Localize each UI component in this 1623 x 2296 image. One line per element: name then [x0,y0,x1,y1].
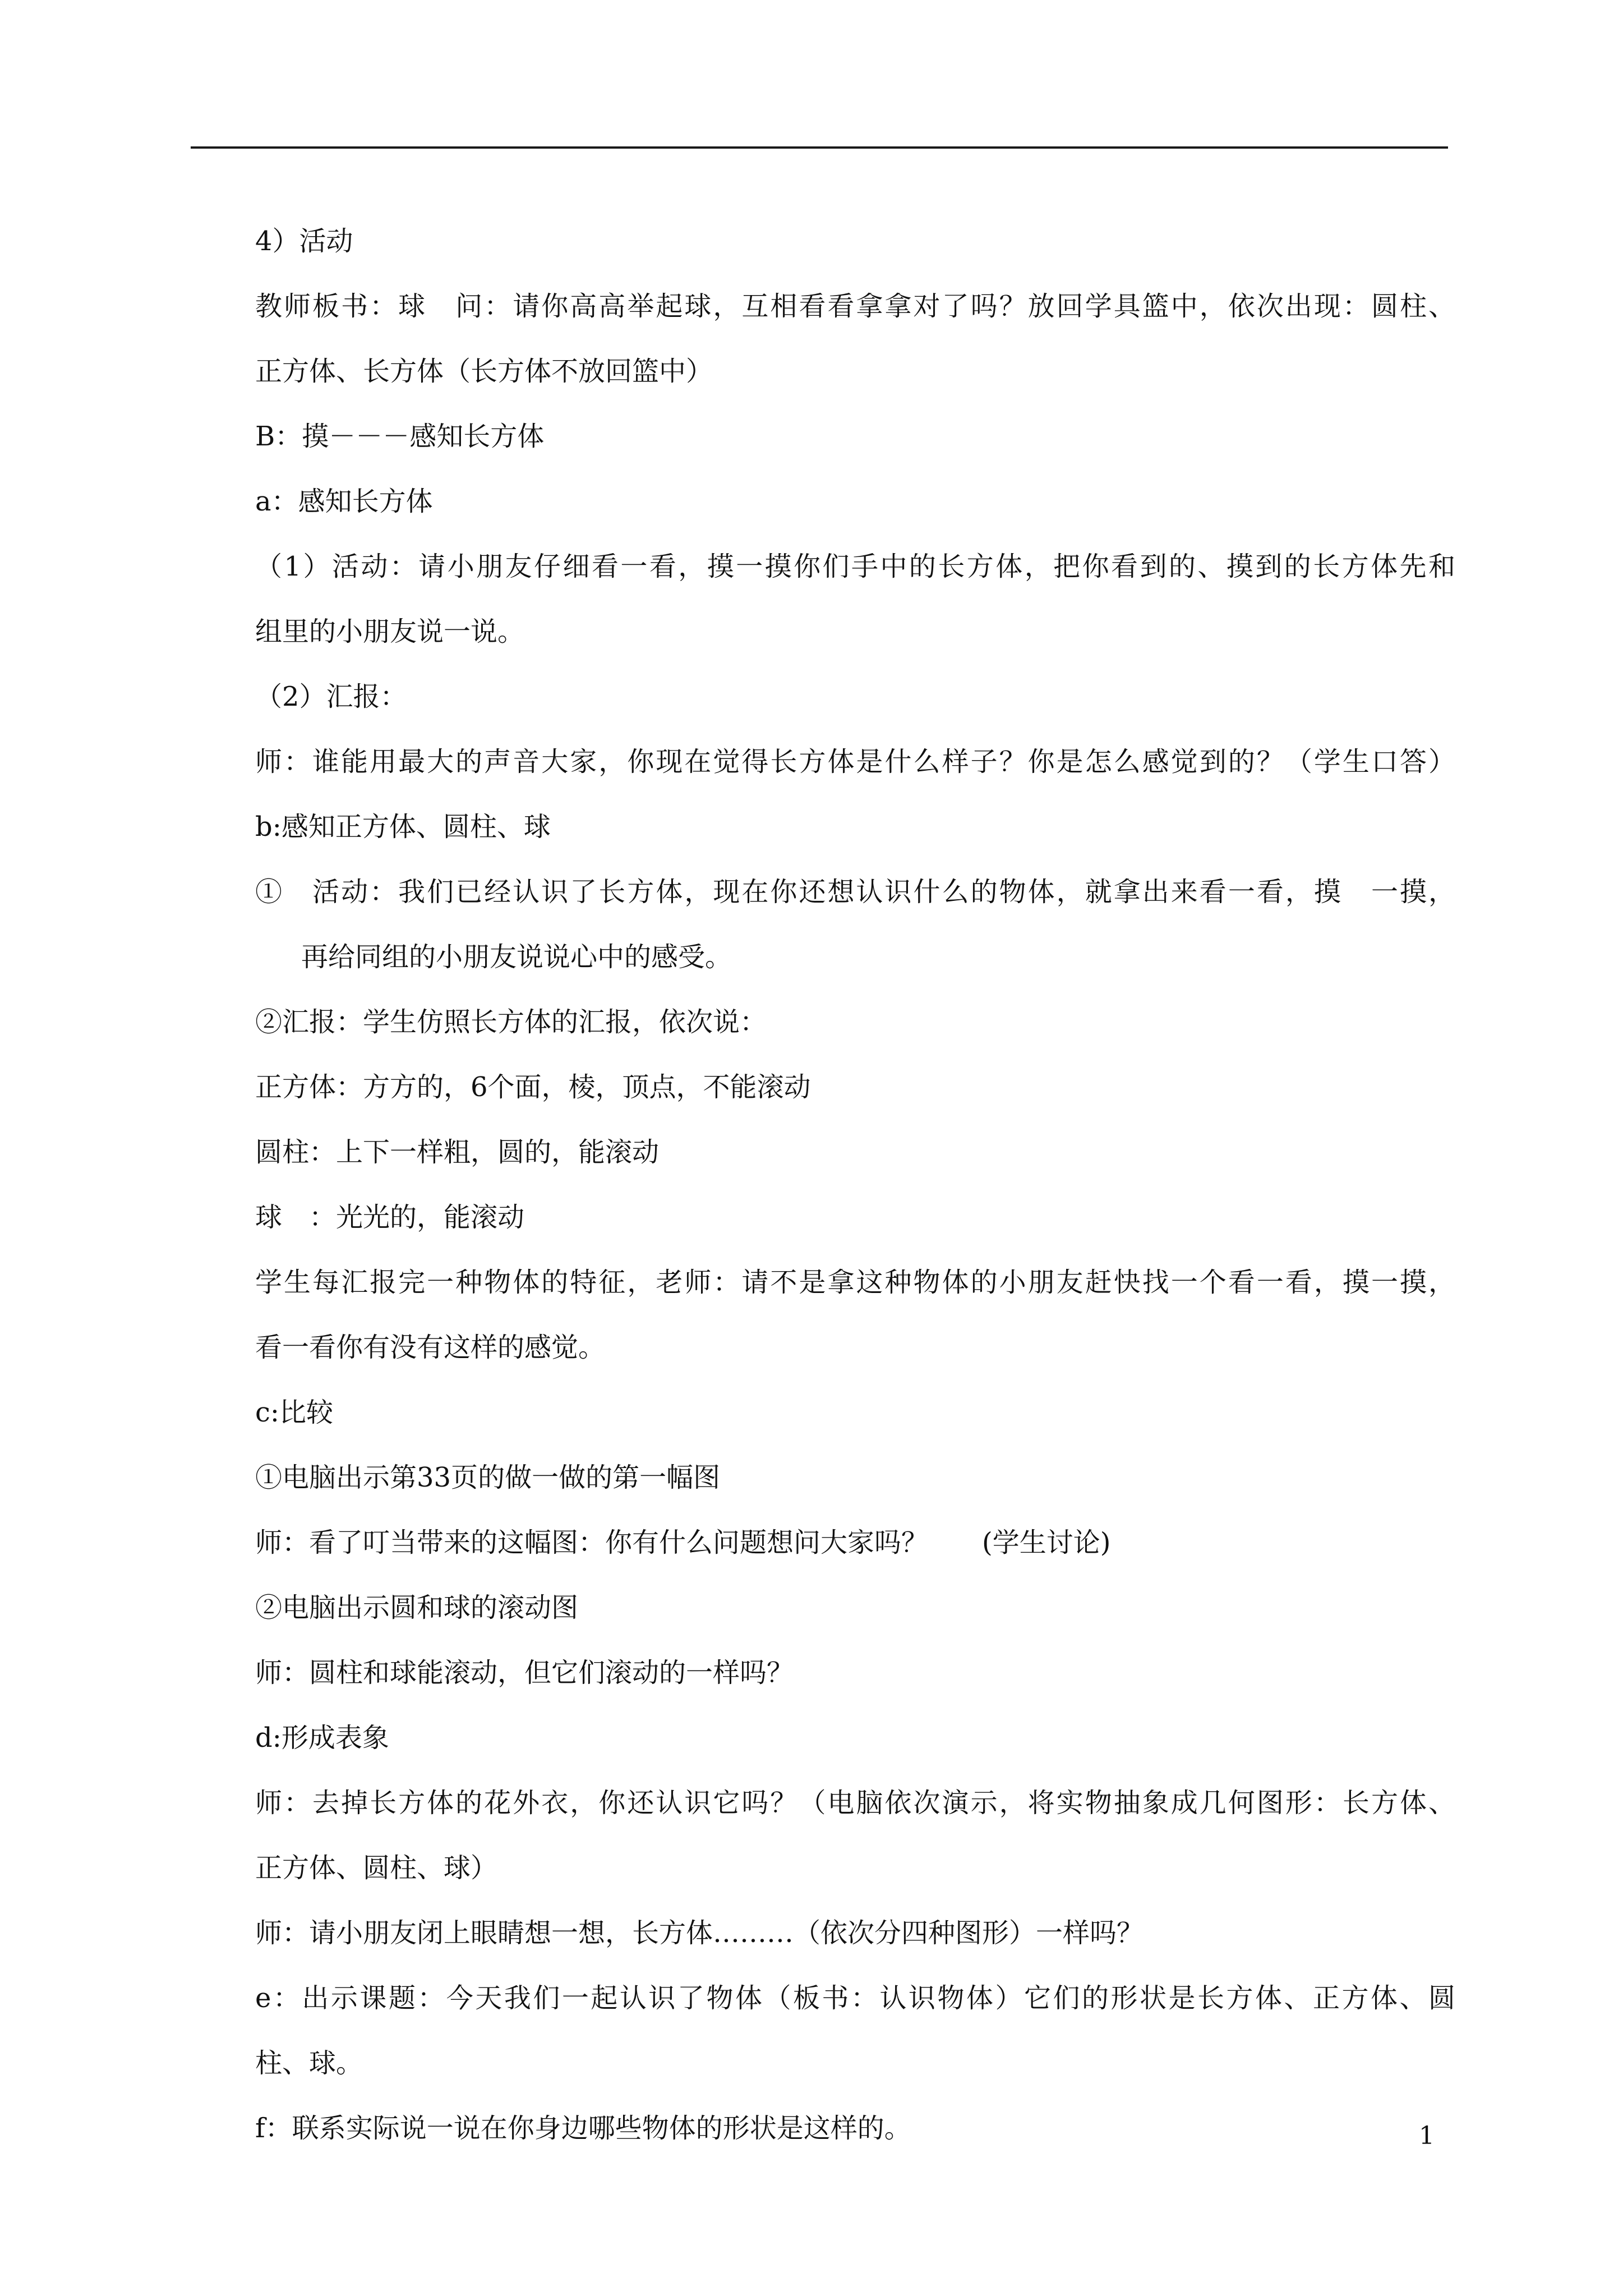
text-line: 再给同组的小朋友说说心中的感受。 [301,941,732,973]
header-rule [191,146,1448,149]
text-line: 学生每汇报完一种物体的特征，老师：请不是拿这种物体的小朋友赶快找一个看一看，摸一摸， [255,1267,1455,1298]
text-line: 组里的小朋友说一说。 [255,616,525,647]
text-line: 师：谁能用最大的声音大家，你现在觉得长方体是什么样子？你是怎么感觉到的？（学生口答） [255,746,1455,777]
text-line: f：联系实际说一说在你身边哪些物体的形状是这样的。 [255,2113,911,2144]
text-line: （1）活动：请小朋友仔细看一看，摸一摸你们手中的长方体，把你看到的、摸到的长方体先和 [255,551,1455,582]
text-line: e：出示课题：今天我们一起认识了物体（板书：认识物体）它们的形状是长方体、正方体、圆 [255,1982,1455,2014]
text-line: c:比较 [255,1397,334,1428]
text-line: ① 活动：我们已经认识了长方体，现在你还想认识什么的物体，就拿出来看一看，摸 一摸， [255,876,1455,908]
text-line: 看一看你有没有这样的感觉。 [255,1332,606,1363]
text-line: 柱、球。 [255,2047,363,2079]
text-line: 正方体、圆柱、球） [255,1852,498,1884]
text-line: ①电脑出示第33页的做一做的第一幅图 [255,1462,721,1493]
text-line: 教师板书：球 问：请你高高举起球，互相看看拿拿对了吗？放回学具篮中，依次出现：圆柱、 [255,291,1455,322]
text-line: 师：圆柱和球能滚动，但它们滚动的一样吗？ [255,1657,794,1688]
text-line: ②汇报：学生仿照长方体的汇报，依次说： [255,1006,767,1038]
document-body [255,209,1455,2161]
text-line: 师：看了叮当带来的这幅图：你有什么问题想问大家吗？ (学生讨论) [255,1527,1111,1558]
text-line: 正方体：方方的，6个面，棱，顶点，不能滚动 [255,1071,811,1103]
text-line: ②电脑出示圆和球的滚动图 [255,1592,579,1623]
text-line: B：摸－－－感知长方体 [255,421,545,452]
text-line: 师：请小朋友闭上眼睛想一想，长方体………（依次分四种图形）一样吗？ [255,1917,1144,1949]
page-number: 1 [1419,2122,1435,2150]
text-line: b:感知正方体、圆柱、球 [255,811,551,843]
text-line: 正方体、长方体（长方体不放回篮中） [255,356,713,387]
text-line: 4）活动 [255,226,353,257]
text-line: 圆柱：上下一样粗，圆的，能滚动 [255,1137,660,1168]
text-line: 师：去掉长方体的花外衣，你还认识它吗？（电脑依次演示，将实物抽象成几何图形：长方体、 [255,1787,1455,1819]
text-line: 球 ：光光的，能滚动 [255,1202,525,1233]
text-line: a：感知长方体 [255,486,433,517]
text-line: d:形成表象 [255,1722,389,1754]
text-line: （2）汇报： [255,681,407,712]
